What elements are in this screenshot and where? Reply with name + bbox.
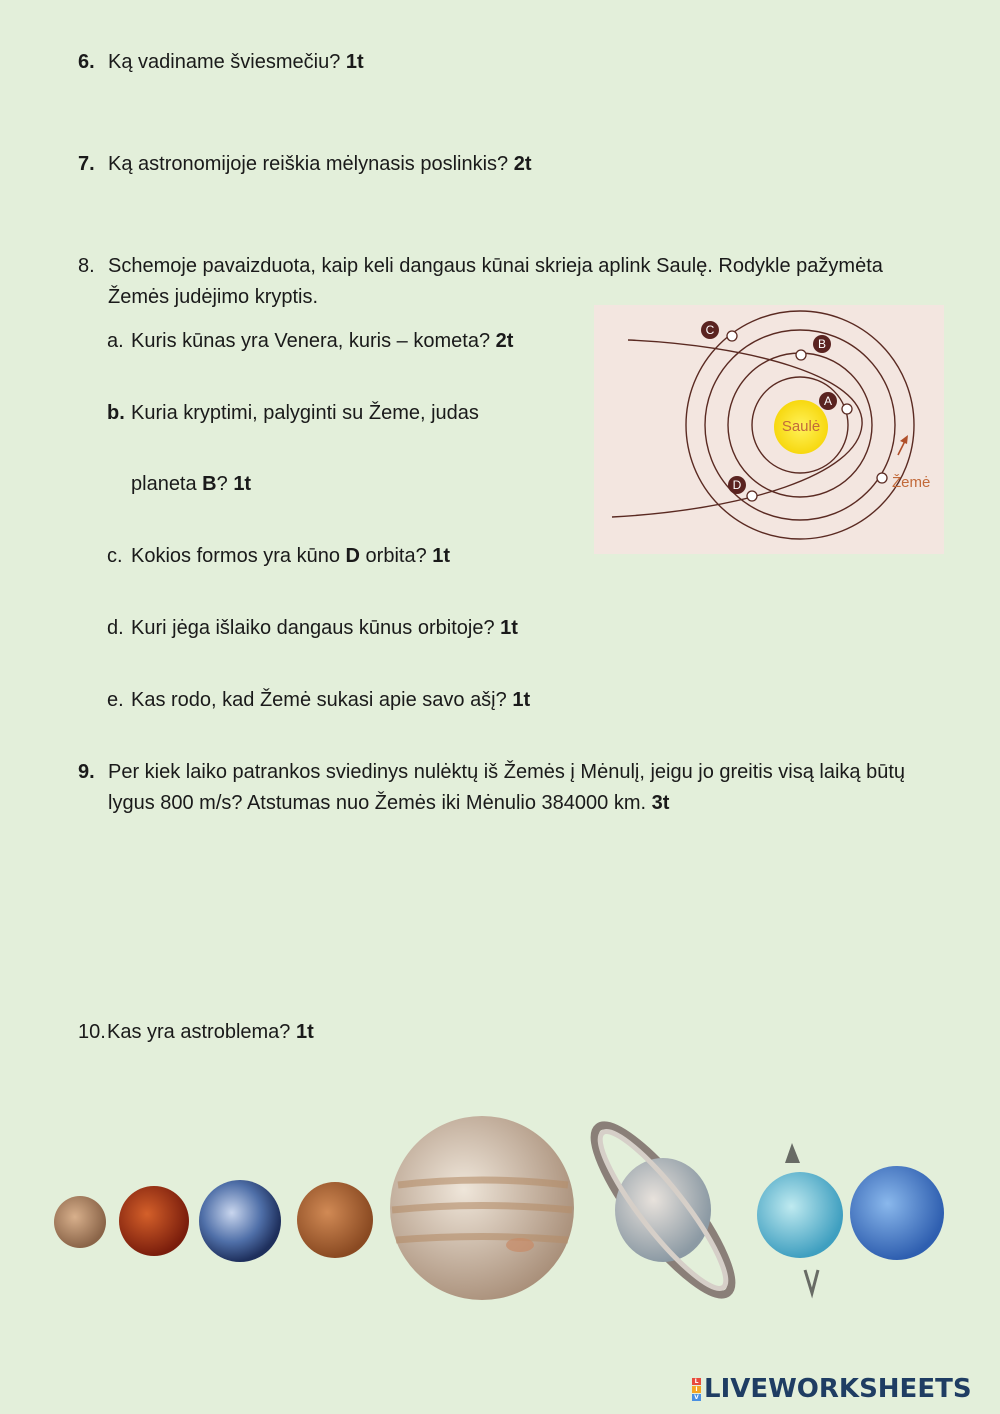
logo-text: LIVEWORKSHEETS xyxy=(704,1374,972,1404)
question-text: Schemoje pavaizduota, kaip keli dangaus kūnai skrieja aplink Saulę. Rodykle pažymėta Žemės judėjimo kryptis. xyxy=(108,255,883,308)
sub-letter: a. xyxy=(107,330,124,352)
sub-text: Kokios formos yra kūno D orbita? 1t xyxy=(131,545,451,567)
sub-text: Kas rodo, kad Žemė sukasi apie savo ašį? 1t xyxy=(131,689,531,711)
planets-svg xyxy=(40,1115,970,1305)
question-number: 6. xyxy=(78,51,95,73)
arrow-head-icon xyxy=(900,435,908,444)
question-text: Kas yra astroblema? 1t xyxy=(107,1021,314,1043)
mercury xyxy=(54,1196,106,1248)
points: 3t xyxy=(651,792,670,814)
question-number: 9. xyxy=(78,761,95,783)
orbit-diagram xyxy=(594,305,944,554)
sub-letter: e. xyxy=(107,689,124,711)
points: 1t xyxy=(345,51,364,73)
planet-b-marker xyxy=(796,350,806,360)
sub-letter: c. xyxy=(107,545,123,567)
label-a: A xyxy=(823,394,833,408)
sub-text: planeta B? 1t xyxy=(131,473,252,495)
question-number: 10. xyxy=(78,1021,106,1043)
sun-label: Saulė xyxy=(781,418,821,435)
planet-c-marker xyxy=(727,331,737,341)
question-text: Per kiek laiko patrankos sviedinys nulėktų iš Žemės į Mėnulį, jeigu jo greitis visą laiką būtų lygus 800 m/s? Atstumas nuo Žemės iki Mėnulio 384000 km. 3t xyxy=(108,761,906,814)
question-number: 8. xyxy=(78,255,95,277)
uranus xyxy=(757,1143,843,1293)
question-number: 7. xyxy=(78,153,95,175)
label-d: D xyxy=(732,478,742,492)
orbit-diagram-svg xyxy=(594,305,944,554)
points: 2t xyxy=(513,153,532,175)
neptune xyxy=(850,1166,944,1260)
planet-a-marker xyxy=(842,404,852,414)
label-b: B xyxy=(817,337,827,351)
sub-text: Kuris kūnas yra Venera, kuris – kometa? 2t xyxy=(131,330,514,352)
question-text: Ką vadiname šviesmečiu? 1t xyxy=(108,51,364,73)
planet-d-marker xyxy=(747,491,757,501)
earth xyxy=(199,1180,281,1262)
label-c: C xyxy=(705,323,715,337)
sub-letter: b. xyxy=(107,402,125,424)
saturn xyxy=(576,1115,749,1305)
logo-icon: L I V xyxy=(692,1377,701,1402)
sub-letter: d. xyxy=(107,617,124,639)
sub-text: Kuri jėga išlaiko dangaus kūnus orbitoje? 1t xyxy=(131,617,518,639)
jupiter xyxy=(390,1116,574,1300)
planets-illustration xyxy=(40,1115,970,1305)
question-text: Ką astronomijoje reiškia mėlynasis poslinkis? 2t xyxy=(108,153,532,175)
points: 1t xyxy=(295,1021,314,1043)
sub-text: Kuria kryptimi, palyginti su Žeme, judas xyxy=(131,402,479,424)
earth-label: Žemė xyxy=(892,474,931,491)
mars xyxy=(297,1182,373,1258)
liveworksheets-logo xyxy=(692,1374,972,1406)
venus xyxy=(119,1186,189,1256)
earth-marker xyxy=(877,473,887,483)
